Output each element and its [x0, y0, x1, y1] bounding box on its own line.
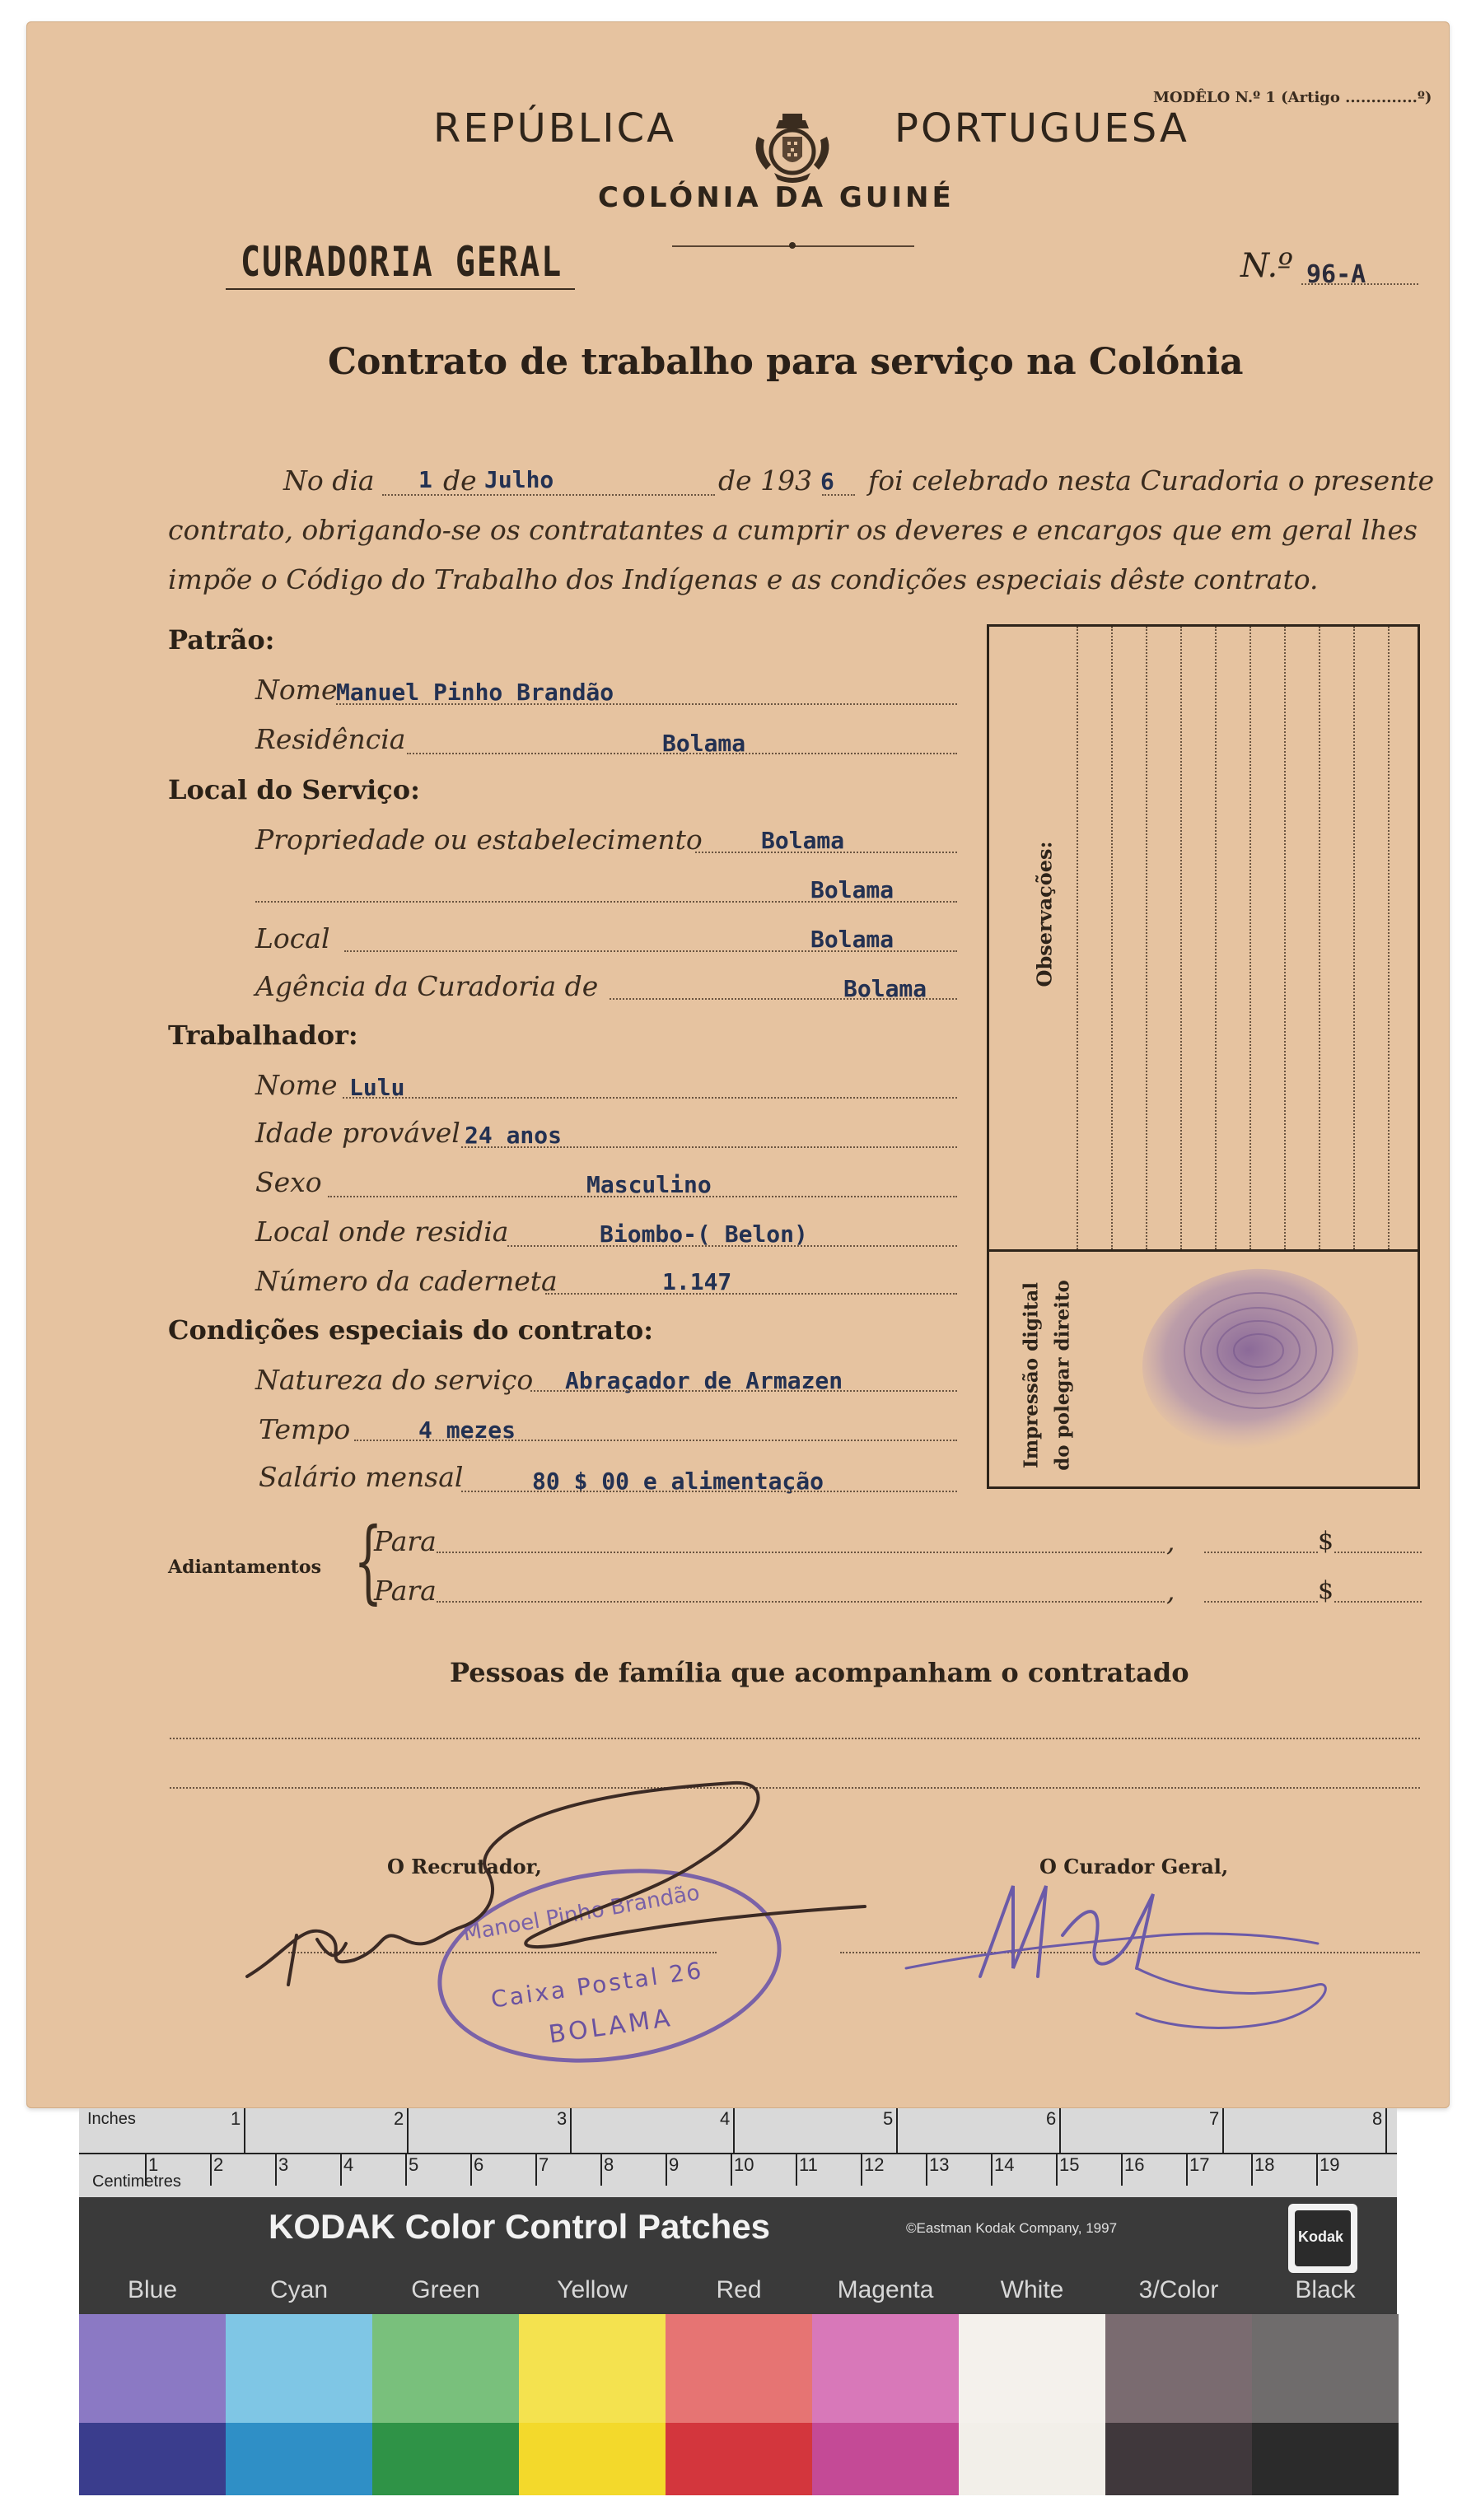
cm-tick [926, 2153, 927, 2186]
para2-dollar: $ [1318, 1576, 1334, 1605]
cm-tick [1316, 2153, 1318, 2186]
tempo-label: Tempo [259, 1413, 351, 1445]
kodak-logo [1288, 2204, 1357, 2273]
portuguesa-word: PORTUGUESA [894, 105, 1189, 152]
cm-number: 7 [539, 2154, 549, 2175]
patch-label-yellow: Yellow [557, 2276, 628, 2303]
kodak-copyright: ©Eastman Kodak Company, 1997 [906, 2220, 1118, 2236]
curador-signature [890, 1869, 1351, 2042]
stamp-line-3: BOLAMA [547, 2003, 675, 2050]
inch-tick [244, 2108, 245, 2153]
kodak-title: KODAK Color Control Patches [269, 2207, 771, 2246]
propriedade-label: Propriedade ou estabelecimento [255, 824, 703, 856]
familia-heading: Pessoas de família que acompanham o contratado [450, 1657, 1189, 1688]
trabalhador-nome-dotline [343, 1097, 957, 1099]
idade-value: 24 anos [465, 1122, 563, 1149]
stamp-line-2: Caixa Postal 26 [489, 1956, 706, 2014]
kodak-ruler [79, 2108, 1397, 2197]
patch-top-cyan [226, 2314, 372, 2423]
intro-month: Julho [484, 466, 554, 493]
cm-tick [600, 2153, 602, 2186]
tempo-value: 4 mezes [418, 1416, 516, 1444]
cm-number: 9 [669, 2154, 680, 2175]
patrao-nome-value: Manuel Pinho Brandão [336, 679, 614, 706]
local-servico-heading: Local do Serviço: [168, 774, 420, 805]
natureza-label: Natureza do serviço [255, 1364, 534, 1396]
patch-bottom-cyan [226, 2423, 372, 2495]
cm-number: 12 [864, 2154, 885, 2175]
cm-number: 5 [409, 2154, 419, 2175]
cm-number: 13 [929, 2154, 950, 2175]
patch-bottom-magenta [812, 2423, 959, 2495]
trabalhador-heading: Trabalhador: [168, 1020, 358, 1051]
para1-amount-dotline [1204, 1552, 1318, 1553]
para1-cents-dotline [1334, 1552, 1422, 1553]
para2-comma: , [1166, 1575, 1175, 1607]
republica-word: REPÚBLICA [433, 105, 676, 152]
caderneta-label: Número da caderneta [255, 1265, 558, 1297]
caderneta-dotline [545, 1293, 957, 1295]
obs-rule-5 [1215, 627, 1217, 1249]
recrutador-signature [239, 1771, 881, 2001]
patch-label-3-color: 3/Color [1138, 2276, 1219, 2303]
inch-tick [1059, 2108, 1061, 2153]
obs-rule-4 [1180, 627, 1182, 1249]
obs-rule-10 [1388, 627, 1390, 1249]
number-value: 96-A [1306, 260, 1366, 289]
intro-line1-rest: foi celebrado nesta Curadoria o presente [868, 464, 1435, 497]
modelo-label: MODÊLO N.º 1 (Artigo ..............º) [1153, 89, 1432, 106]
patrao-residencia-label: Residência [255, 723, 406, 755]
cm-tick [470, 2153, 472, 2186]
inch-number: 1 [231, 2108, 241, 2129]
cm-tick [1186, 2153, 1188, 2186]
cm-number: 1 [148, 2154, 159, 2175]
intro-de1: de [443, 464, 477, 497]
divider-dot [789, 242, 796, 249]
cm-tick [731, 2153, 732, 2186]
local-dotline [344, 950, 957, 952]
trabalhador-nome-label: Nome [255, 1069, 338, 1101]
patrao-residencia-dotline [407, 753, 957, 754]
patch-top-3-color [1105, 2314, 1252, 2423]
intro-year-dotline [822, 494, 855, 496]
caderneta-value: 1.147 [662, 1268, 732, 1295]
trabalhador-nome-value: Lulu [349, 1074, 405, 1101]
cm-tick [405, 2153, 407, 2186]
cm-number: 14 [994, 2154, 1015, 2175]
patrao-nome-label: Nome [255, 674, 338, 706]
cm-tick [796, 2153, 797, 2186]
para1-label: Para [374, 1525, 437, 1557]
cm-tick [535, 2153, 537, 2186]
inch-tick [407, 2108, 409, 2153]
adiantamentos-brace: { [353, 1508, 383, 1613]
familia-dotline-1 [170, 1738, 1420, 1739]
cm-tick [145, 2153, 147, 2186]
coat-of-arms-icon [750, 104, 835, 186]
adiantamentos-label: Adiantamentos [168, 1556, 321, 1578]
inch-number: 7 [1209, 2108, 1220, 2129]
patch-bottom-3-color [1105, 2423, 1252, 2495]
cm-number: 6 [474, 2154, 484, 2175]
salario-dotline [461, 1491, 957, 1492]
cm-number: 15 [1059, 2154, 1080, 2175]
inches-label: Inches [87, 2110, 136, 2128]
agencia-value: Bolama [843, 975, 927, 1002]
local-label: Local [255, 922, 330, 954]
inch-number: 2 [394, 2108, 404, 2129]
curador-label: O Curador Geral, [1039, 1855, 1229, 1878]
inch-number: 5 [883, 2108, 894, 2129]
intro-year-digit: 6 [820, 468, 834, 495]
patrao-heading: Patrão: [168, 624, 275, 656]
inch-tick [733, 2108, 735, 2153]
intro-line3: impõe o Código do Trabalho dos Indígenas e as condições especiais dêste contrato. [168, 563, 1319, 595]
cm-number: 4 [343, 2154, 354, 2175]
patch-label-white: White [1000, 2276, 1064, 2303]
number-dotline [1301, 283, 1418, 285]
para2-cents-dotline [1334, 1601, 1422, 1603]
office-title: CURADORIA GERAL [241, 239, 563, 287]
obs-rule-8 [1319, 627, 1320, 1249]
patch-label-magenta: Magenta [837, 2276, 934, 2303]
idade-dotline [461, 1146, 957, 1148]
side-box-divider [989, 1249, 1418, 1252]
cm-number: 19 [1320, 2154, 1340, 2175]
observacoes-label: Observações: [1032, 841, 1057, 987]
sexo-label: Sexo [255, 1166, 322, 1198]
cm-number: 8 [604, 2154, 614, 2175]
tempo-dotline [354, 1440, 957, 1441]
patch-top-red [666, 2314, 812, 2423]
obs-rule-7 [1284, 627, 1286, 1249]
inch-tick [1222, 2108, 1224, 2153]
inch-number: 6 [1046, 2108, 1057, 2129]
number-label: N.º [1240, 247, 1293, 285]
intro-de2: de 193 [718, 464, 813, 497]
kodak-color-target [79, 2108, 1397, 2495]
inch-tick [896, 2108, 898, 2153]
salario-label: Salário mensal [259, 1461, 464, 1493]
cm-tick [1056, 2153, 1058, 2186]
inch-number: 3 [557, 2108, 568, 2129]
kodak-logo-text: Kodak [1298, 2228, 1344, 2245]
patch-bottom-red [666, 2423, 812, 2495]
patch-top-green [372, 2314, 519, 2423]
patch-bottom-white [959, 2423, 1105, 2495]
salario-value: 80 $ 00 e alimentação [532, 1468, 824, 1495]
impressao-label-1: Impressão digital [1020, 1282, 1043, 1468]
para1-comma: , [1166, 1525, 1175, 1557]
agencia-dotline [610, 998, 957, 1000]
propriedade-extra-dotline [255, 901, 957, 903]
para1-dotline [437, 1552, 1165, 1553]
para1-dollar: $ [1318, 1527, 1334, 1556]
patch-top-magenta [812, 2314, 959, 2423]
patch-bottom-yellow [519, 2423, 666, 2495]
propriedade-dotline [695, 852, 957, 853]
propriedade-value: Bolama [761, 827, 845, 854]
obs-rule-1 [1077, 627, 1078, 1249]
intro-line2: contrato, obrigando-se os contratantes a cumprir os deveres e encargos que em geral lhes [168, 514, 1418, 546]
inch-number: 8 [1372, 2108, 1383, 2129]
patch-label-red: Red [716, 2276, 762, 2303]
obs-rule-2 [1111, 627, 1113, 1249]
patrao-residencia-value: Bolama [662, 730, 746, 757]
cm-tick [275, 2153, 277, 2186]
intro-day: 1 [418, 466, 432, 493]
centimetres-label: Centimetres [92, 2172, 181, 2191]
office-underline [226, 288, 575, 290]
para2-label: Para [374, 1575, 437, 1607]
propriedade-extra-value: Bolama [810, 876, 894, 903]
natureza-value: Abraçador de Armazen [565, 1367, 843, 1394]
natureza-dotline [530, 1390, 957, 1392]
intro-no-dia: No dia [283, 464, 375, 497]
local-value: Bolama [810, 926, 894, 953]
cm-number: 18 [1254, 2154, 1275, 2175]
sexo-dotline [328, 1196, 957, 1197]
thumbprint-icon [1127, 1260, 1366, 1466]
para2-dotline [437, 1601, 1165, 1603]
document-title: Contrato de trabalho para serviço na Colónia [328, 341, 1244, 383]
patch-top-yellow [519, 2314, 666, 2423]
stamp-line-1: Manoel Pinho Brandão [461, 1880, 702, 1947]
patch-top-blue [79, 2314, 226, 2423]
patch-bottom-black [1252, 2423, 1399, 2495]
patch-top-white [959, 2314, 1105, 2423]
cm-tick [991, 2153, 993, 2186]
idade-label: Idade provável [255, 1117, 460, 1149]
recrutador-label: O Recrutador, [387, 1855, 542, 1878]
obs-rule-6 [1249, 627, 1251, 1249]
impressao-label-2: do polegar direito [1051, 1280, 1074, 1471]
inch-tick [570, 2108, 572, 2153]
patch-label-cyan: Cyan [269, 2276, 329, 2303]
patch-bottom-blue [79, 2423, 226, 2495]
cm-number: 10 [734, 2154, 754, 2175]
cm-tick [210, 2153, 212, 2186]
cm-number: 3 [278, 2154, 289, 2175]
patch-label-green: Green [411, 2276, 480, 2303]
obs-rule-9 [1353, 627, 1355, 1249]
residia-value: Biombo-( Belon) [600, 1220, 808, 1248]
cm-tick [1121, 2153, 1123, 2186]
inch-tick [1385, 2108, 1387, 2153]
colony-name: COLÓNIA DA GUINÉ [598, 181, 955, 214]
cm-tick [666, 2153, 667, 2186]
patch-label-black: Black [1295, 2276, 1356, 2303]
patch-bottom-green [372, 2423, 519, 2495]
cm-tick [340, 2153, 342, 2186]
inch-number: 4 [720, 2108, 731, 2129]
para2-amount-dotline [1204, 1601, 1318, 1603]
sexo-value: Masculino [586, 1171, 712, 1198]
condicoes-heading: Condições especiais do contrato: [168, 1314, 654, 1346]
cm-number: 11 [799, 2154, 818, 2175]
intro-date-dotline [382, 494, 715, 496]
cm-number: 16 [1124, 2154, 1145, 2175]
obs-rule-3 [1146, 627, 1147, 1249]
cm-tick [1251, 2153, 1253, 2186]
residia-dotline [507, 1245, 957, 1247]
cm-number: 17 [1189, 2154, 1210, 2175]
cm-number: 2 [213, 2154, 224, 2175]
residia-label: Local onde residia [255, 1216, 509, 1248]
patrao-nome-dotline [336, 703, 957, 705]
cm-tick [861, 2153, 862, 2186]
patch-label-blue: Blue [127, 2276, 178, 2303]
patch-top-black [1252, 2314, 1399, 2423]
agencia-label: Agência da Curadoria de [255, 970, 599, 1002]
